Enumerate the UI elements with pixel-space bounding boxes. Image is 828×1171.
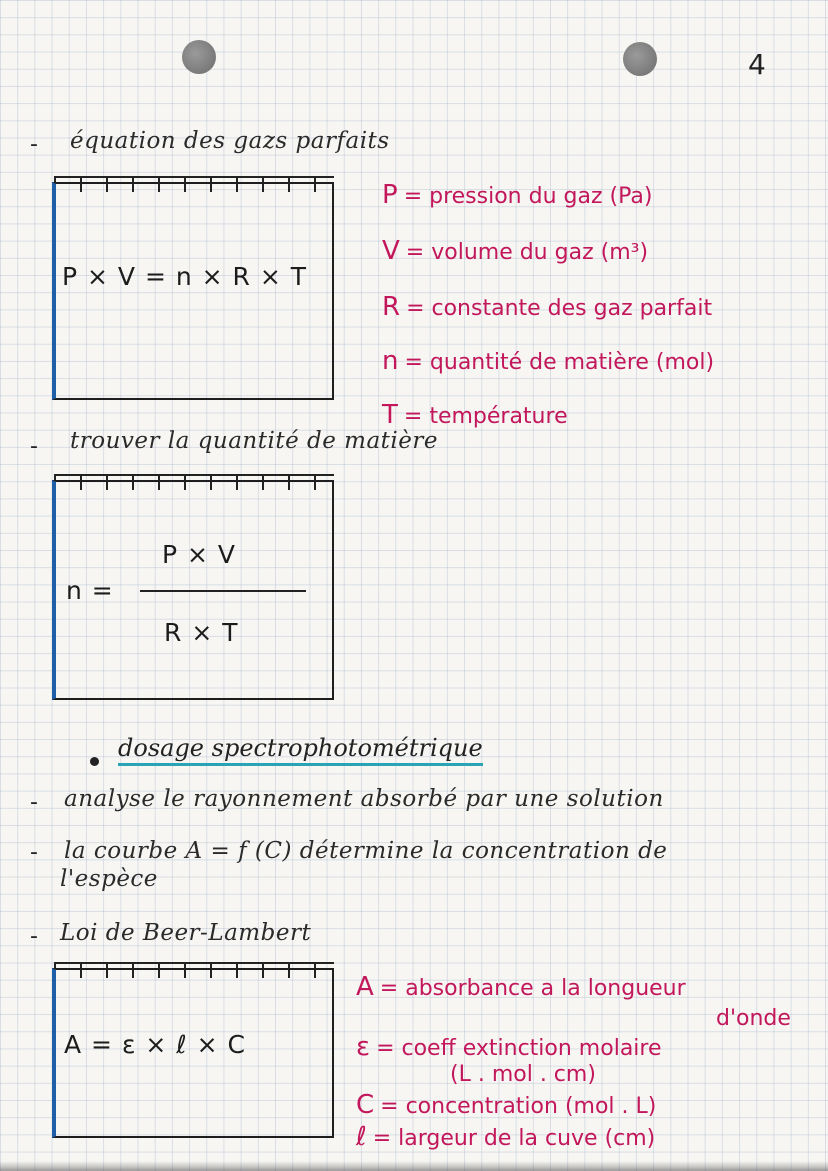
spectro-line-1: analyse le rayonnement absorbé par une solution [64,786,664,812]
page-number: 4 [748,48,766,81]
fraction-bar [140,590,306,592]
def-text: = température [403,404,568,429]
def-text: = volume du gaz (m³) [405,240,649,265]
def-n [382,346,714,376]
def-symbol: V [382,236,400,266]
def-text: = concentration (mol . L) [380,1094,657,1119]
bullet-dash: - [30,132,38,157]
def-symbol: T [382,400,398,430]
quantity-denominator: R × T [164,618,239,647]
beer-lambert-formula: A = ε × ℓ × C [64,1030,246,1059]
def-symbol: A [356,972,374,1002]
def-epsilon-unit [450,1062,596,1087]
def-epsilon [356,1032,662,1062]
def-v [382,236,648,266]
def-p [382,180,652,210]
def-r [382,292,712,322]
def-text: = largeur de la cuve (cm) [372,1126,656,1151]
gas-law-heading: équation des gazs parfaits [70,128,390,154]
quantity-box [52,480,334,700]
def-text: = coeff extinction molaire [376,1036,662,1061]
binder-hole-right [623,42,657,76]
quantity-heading: trouver la quantité de matière [70,428,438,454]
spectro-line-2: la courbe A = f (C) détermine la concentration de [64,838,668,864]
def-l [356,1122,655,1152]
def-symbol: P [382,180,398,210]
def-text: = quantité de matière (mol) [404,350,715,375]
def-text: d'onde [716,1006,791,1031]
binder-hole-left [182,40,216,74]
def-t [382,400,568,430]
spectro-title: dosage spectrophotométrique [118,734,483,766]
quantity-lhs: n = [66,576,114,605]
bullet-dot [90,757,99,766]
beer-lambert-heading: Loi de Beer-Lambert [60,920,312,946]
bullet-dash: - [30,924,38,949]
def-symbol: ℓ [356,1122,367,1152]
gas-law-box [52,182,334,400]
bullet-dash: - [30,434,38,459]
def-text: = pression du gaz (Pa) [403,184,653,209]
def-text: = constante des gaz parfait [406,296,713,321]
bullet-dash: - [30,790,38,815]
def-symbol: ε [356,1032,371,1062]
bullet-dash: - [30,840,38,865]
beer-lambert-box [52,968,334,1138]
def-symbol: n [382,346,399,376]
def-a-cont [716,1006,791,1031]
quantity-numerator: P × V [162,540,237,569]
page-bottom-shadow [0,1161,828,1171]
def-a [356,972,686,1002]
def-symbol: C [356,1090,375,1120]
def-c [356,1090,656,1120]
def-symbol: R [382,292,401,322]
def-text: (L . mol . cm) [450,1062,596,1087]
gas-law-formula: P × V = n × R × T [62,262,308,291]
spectro-line-3: l'espèce [60,866,158,892]
def-text: = absorbance a la longueur [379,976,686,1001]
